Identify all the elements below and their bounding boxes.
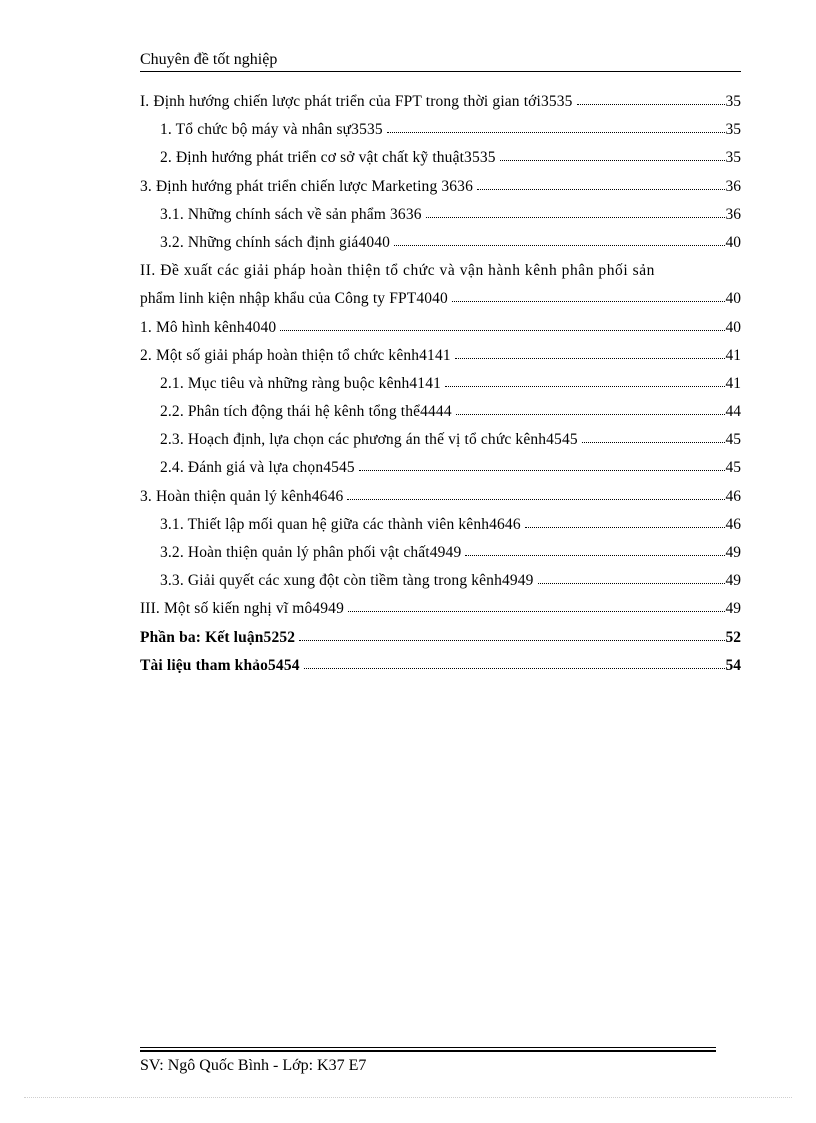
toc-entry-title: 2.2. Phân tích động thái hệ kênh tổng thể4444 [160, 403, 452, 421]
toc-entry-title: 3. Hoàn thiện quản lý kênh4646 [140, 487, 344, 505]
header-divider [140, 71, 741, 72]
toc-dot-leader [348, 611, 725, 612]
toc-dot-leader [538, 583, 725, 584]
toc-dot-leader [500, 160, 725, 161]
toc-dot-leader [455, 358, 725, 359]
toc-entry[interactable] [140, 319, 741, 347]
toc-entry-page: 40 [725, 318, 741, 336]
toc-dot-leader [582, 442, 725, 443]
toc-entry-title: 3.1. Thiết lập mối quan hệ giữa các thành viên kênh4646 [160, 515, 521, 533]
toc-dot-leader [465, 555, 724, 556]
toc-entry[interactable] [140, 629, 741, 657]
toc-entry-page: 49 [725, 600, 741, 618]
toc-entry-title: 3. Định hướng phát triển chiến lược Marketing 3636 [140, 177, 473, 195]
toc-entry[interactable] [140, 178, 741, 206]
toc-entry-title: 3.2. Hoàn thiện quản lý phân phối vật chất4949 [160, 544, 462, 561]
toc-entry[interactable] [140, 375, 741, 403]
toc-entry-title: 2.1. Mục tiêu và những ràng buộc kênh4141 [160, 374, 442, 392]
toc-entry[interactable] [140, 488, 741, 516]
toc-entry-page: 45 [725, 431, 741, 449]
toc-entry[interactable] [140, 516, 741, 544]
toc-entry-page: 35 [725, 149, 741, 167]
toc-entry[interactable] [140, 572, 741, 600]
toc-entry-title: 2.3. Hoạch định, lựa chọn các phương án thế vị tổ chức kênh4545 [160, 431, 578, 449]
toc-dot-leader [387, 132, 725, 133]
toc-dot-leader [452, 301, 725, 302]
toc-dot-leader [280, 330, 724, 331]
toc-dot-leader [359, 470, 725, 471]
footer-text: SV: Ngô Quốc Bình - Lớp: K37 E7 [140, 1057, 367, 1074]
toc-entry-page: 46 [725, 487, 741, 505]
toc-entry[interactable] [140, 459, 741, 487]
toc-entry[interactable] [140, 600, 741, 628]
toc-entry-title: 2. Định hướng phát triển cơ sở vật chất kỹ thuật3535 [160, 149, 496, 167]
toc-entry-title: I. Định hướng chiến lược phát triển của FPT trong thời gian tới3535 [140, 93, 573, 110]
toc-dot-leader [577, 104, 725, 105]
toc-dot-leader [304, 668, 725, 669]
toc-entry-title: 2.4. Đánh giá và lựa chọn4545 [160, 459, 355, 477]
page-header [140, 50, 740, 70]
toc-dot-leader [394, 245, 724, 246]
toc-entry-page: 35 [725, 121, 741, 139]
toc-entry-title: III. Một số kiến nghị vĩ mô4949 [140, 600, 344, 618]
toc-entry-title: Phần ba: Kết luận5252 [140, 628, 296, 646]
toc-entry-page: 52 [725, 628, 741, 646]
toc-dot-leader [426, 217, 725, 218]
toc-entry-title: phẩm linh kiện nhập khẩu của Công ty FPT4040 [140, 290, 448, 308]
toc-entry-page: 49 [725, 544, 741, 561]
toc-entry-title: Tài liệu tham khảo5454 [140, 656, 300, 674]
toc-entry-page: 35 [725, 93, 741, 110]
toc-entry-page: 36 [725, 177, 741, 195]
toc-dot-leader [477, 189, 725, 190]
toc-entry-title: 1. Tổ chức bộ máy và nhân sự3535 [160, 121, 383, 139]
toc-entry-page: 49 [725, 572, 741, 590]
toc-entry[interactable] [140, 121, 741, 149]
toc-entry-page: 46 [725, 515, 741, 533]
toc-entry[interactable] [140, 149, 741, 177]
toc-entry-title: 2. Một số giải pháp hoàn thiện tổ chức kênh4141 [140, 346, 451, 364]
toc-entry[interactable] [140, 544, 741, 572]
footer-divider-thin [140, 1047, 716, 1048]
toc-entry-page: 41 [725, 346, 741, 364]
toc-entry-page: 40 [725, 290, 741, 308]
toc-entry-page: 41 [725, 374, 741, 392]
toc-entry-title: 1. Mô hình kênh4040 [140, 318, 277, 336]
toc-entry[interactable] [140, 347, 741, 375]
toc-entry-page: 36 [725, 205, 741, 223]
footer-divider-thick [140, 1050, 716, 1052]
toc-entry[interactable] [140, 403, 741, 431]
toc-entry-title: 3.3. Giải quyết các xung đột còn tiềm tàng trong kênh4949 [160, 572, 534, 590]
toc-dot-leader [299, 640, 724, 641]
toc-entry-title: II. Đề xuất các giải pháp hoàn thiện tổ chức và vận hành kênh phân phối sản [140, 262, 655, 280]
toc-dot-leader [347, 499, 724, 500]
toc-entry-page: 40 [725, 233, 741, 251]
page-edge-divider [24, 1097, 792, 1098]
toc-dot-leader [525, 527, 725, 528]
toc-entry[interactable] [140, 206, 741, 234]
toc-entry-page: 44 [725, 403, 741, 421]
toc-entry[interactable] [140, 93, 741, 121]
table-of-contents [140, 93, 741, 685]
toc-entry-title: 3.1. Những chính sách về sản phẩm 3636 [160, 205, 422, 223]
toc-entry[interactable] [140, 262, 741, 290]
toc-dot-leader [445, 386, 724, 387]
header-title: Chuyên đề tốt nghiệp [140, 51, 278, 68]
toc-entry-page: 54 [725, 656, 741, 674]
toc-entry[interactable] [140, 431, 741, 459]
toc-entry[interactable] [140, 234, 741, 262]
page-footer [140, 1056, 716, 1076]
toc-entry[interactable] [140, 290, 741, 318]
toc-entry[interactable] [140, 657, 741, 685]
toc-dot-leader [456, 414, 725, 415]
toc-entry-page: 45 [725, 459, 741, 477]
toc-entry-title: 3.2. Những chính sách định giá4040 [160, 233, 391, 251]
